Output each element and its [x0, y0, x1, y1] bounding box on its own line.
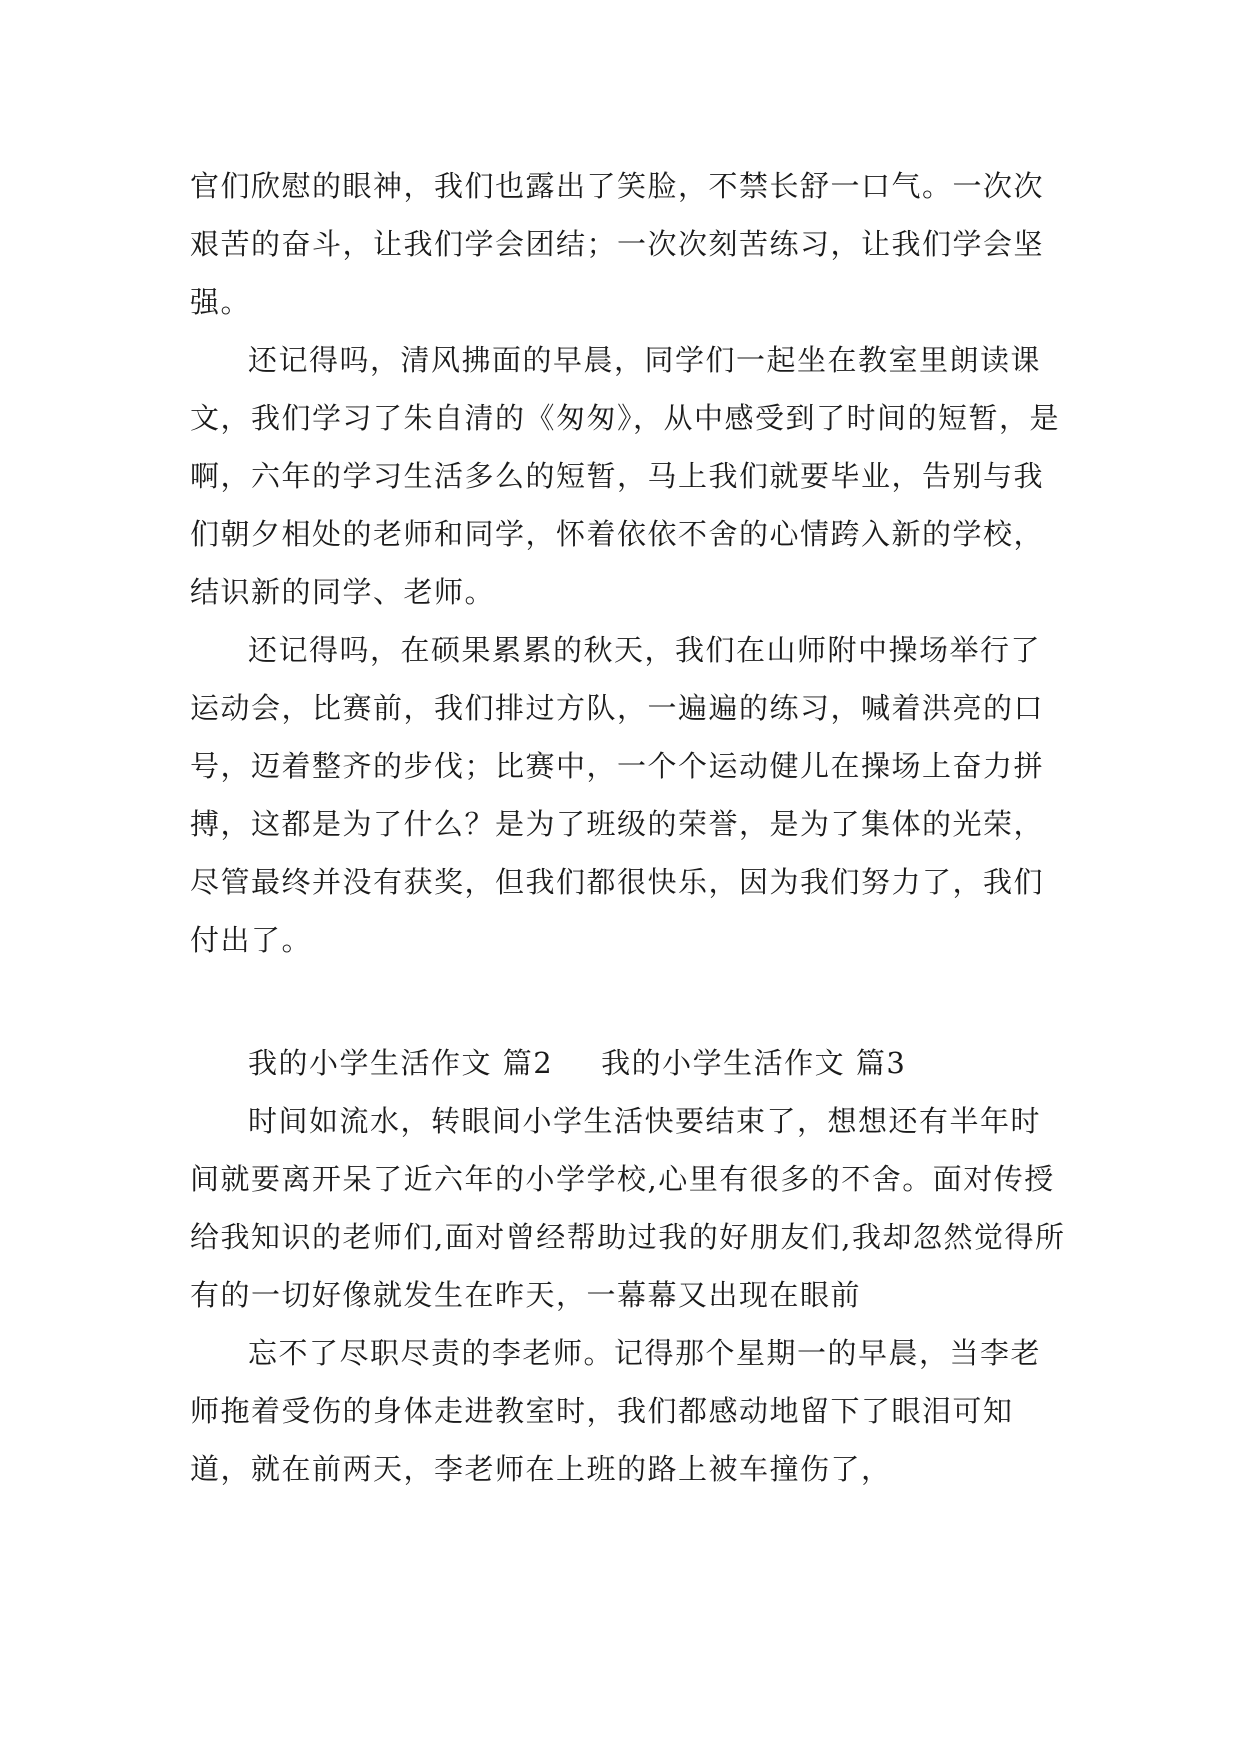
top-text-block	[190, 157, 1070, 969]
paragraph-sports-meet: 还记得吗，在硕果累累的秋天，我们在山师附中操场举行了运动会，比赛前，我们排过方队，一遍遍的练习，喊着洪亮的口号，迈着整齐的步伐；比赛中，一个个运动健儿在操场上奋力拼搏，这都是为了什么？是为了班级的荣誉，是为了集体的光荣，尽管最终并没有获奖，但我们都很快乐，因为我们努力了，我们付出了。	[190, 633, 1045, 957]
bottom-text-block	[190, 1034, 1070, 1498]
heading-article-3: 我的小学生活作文 篇3	[601, 1046, 907, 1080]
paragraph-morning-reading: 还记得吗，清风拂面的早晨，同学们一起坐在教室里朗读课文，我们学习了朱自清的《匆匆》，从中感受到了时间的短暂，是啊，六年的学习生活多么的短暂，马上我们就要毕业，告别与我们朝夕相处的老师和同学，怀着依依不舍的心情跨入新的学校，结识新的同学、老师。	[190, 343, 1061, 609]
heading-article-2: 我的小学生活作文 篇2	[248, 1046, 554, 1080]
paragraph-time-flows: 时间如流水，转眼间小学生活快要结束了，想想还有半年时间就要离开呆了近六年的小学学校,心里有很多的不舍。面对传授给我知识的老师们,面对曾经帮助过我的好朋友们,我却忽然觉得所有的一切好像就发生在昨天，一幕幕又出现在眼前	[190, 1104, 1066, 1312]
paragraph-teacher-li: 忘不了尽职尽责的李老师。记得那个星期一的早晨，当李老师拖着受伤的身体走进教室时，我们都感动地留下了眼泪可知道，就在前两天，李老师在上班的路上被车撞伤了，	[190, 1336, 1042, 1486]
article-headings	[190, 1034, 1070, 1092]
paragraph-continuation: 官们欣慰的眼神，我们也露出了笑脸，不禁长舒一口气。一次次艰苦的奋斗，让我们学会团结；一次次刻苦练习，让我们学会坚强。	[190, 169, 1045, 319]
